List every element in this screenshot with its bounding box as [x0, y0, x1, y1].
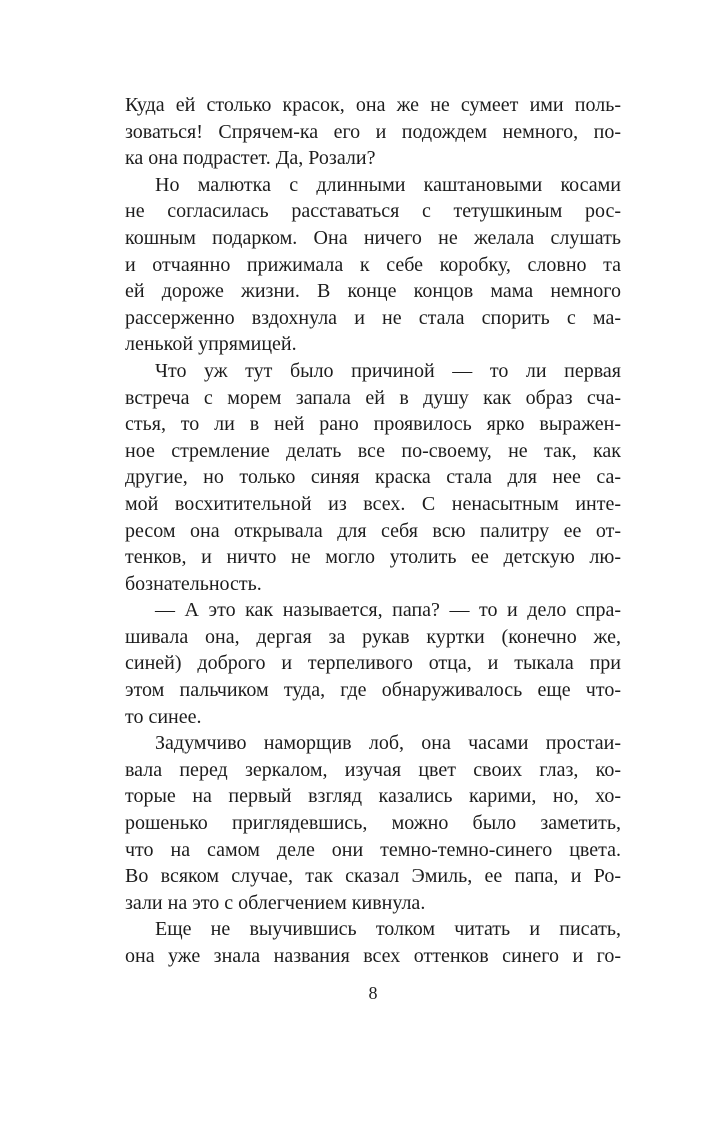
text-line: кошным подарком. Она ничего не желала слушать: [125, 226, 621, 249]
text-line: рошенько приглядевшись, можно было заметить,: [125, 812, 621, 835]
text-line: она уже знала названия всех оттенков синего и го-: [125, 945, 621, 967]
text-line: другие, но только синяя краска стала для нее са-: [125, 466, 621, 489]
text-line: Но малютка с длинными каштановыми косами: [155, 173, 621, 196]
text-line: тенков, и ничто не могло утолить ее детскую лю-: [125, 546, 621, 569]
text-line: мой восхитительной из всех. С ненасытным инте-: [125, 492, 621, 515]
text-line: встреча с морем запала ей в душу как образ сча-: [125, 386, 621, 409]
paragraph: [125, 916, 621, 969]
paragraph: [125, 172, 621, 358]
text-line: Еще не выучившись толком читать и писать,: [155, 918, 621, 941]
text-line: Что уж тут было причиной — то ли первая: [155, 359, 621, 382]
paragraph: [125, 358, 621, 597]
text-line: стья, то ли в ней рано проявилось ярко выражен-: [125, 413, 621, 436]
text-line: Во всяком случае, так сказал Эмиль, ее папа, и Ро-: [125, 865, 621, 888]
text-line: ка она подрастет. Да, Розали?: [125, 147, 376, 170]
paragraph: [125, 92, 621, 172]
text-line: и отчаянно прижимала к себе коробку, словно та: [125, 253, 621, 276]
text-line: бознательность.: [125, 572, 262, 595]
text-line: Задумчиво наморщив лоб, она часами простаи-: [155, 732, 621, 755]
text-line: рассерженно вздохнула и не стала спорить с ма-: [125, 306, 621, 329]
text-line: ресом она открывала для себя всю палитру ее от-: [125, 519, 621, 542]
paragraph: [125, 597, 621, 730]
text-line: этом пальчиком туда, где обнаруживалось еще что-: [125, 679, 621, 702]
text-line: ей дороже жизни. В конце концов мама немного: [125, 280, 621, 303]
text-line: зали на это с облегчением кивнула.: [125, 891, 426, 914]
text-line: Куда ей столько красок, она же не сумеет ими поль-: [125, 94, 621, 116]
paragraph: [125, 730, 621, 916]
text-line: синей) доброго и терпеливого отца, и тыкала при: [125, 652, 621, 675]
text-line: — А это как называется, папа? — то и дело спра-: [155, 599, 621, 622]
text-line: вала перед зеркалом, изучая цвет своих глаз, ко-: [125, 758, 621, 781]
text-line: что на самом деле они темно-темно-синего цвета.: [125, 838, 621, 861]
text-line: ное стремление делать все по-своему, не так, как: [125, 439, 621, 462]
text-line: шивала она, дергая за рукав куртки (конечно же,: [125, 625, 621, 648]
text-line: зоваться! Спрячем-ка его и подождем немного, по-: [125, 120, 621, 143]
text-line: то синее.: [125, 705, 202, 728]
text-line: не согласилась расставаться с тетушкиным рос-: [125, 200, 621, 223]
text-line: ленькой упрямицей.: [125, 333, 297, 356]
text-line: торые на первый взгляд казались карими, но, хо-: [125, 785, 621, 808]
page-number: 8: [368, 983, 378, 1003]
text-block: [125, 92, 621, 970]
